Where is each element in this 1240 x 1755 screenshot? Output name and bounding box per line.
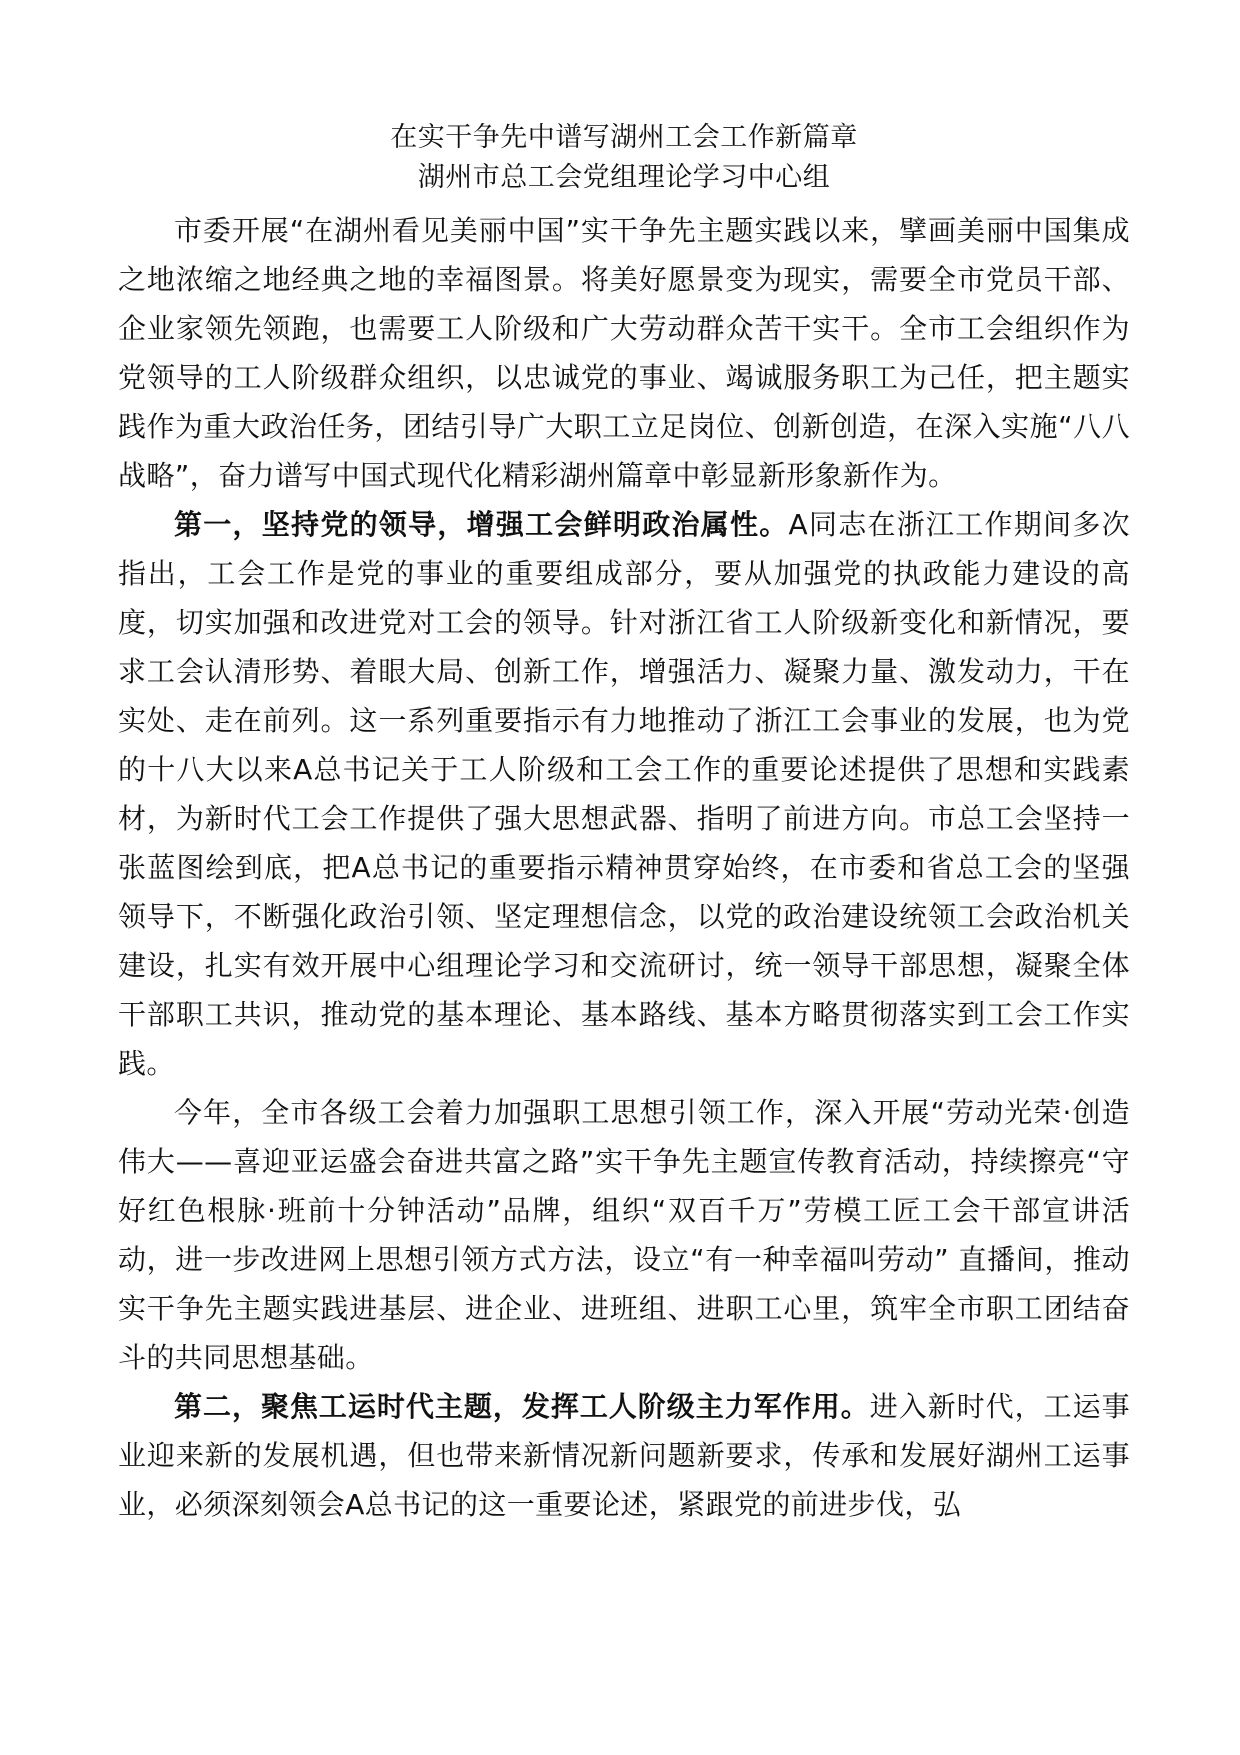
paragraph-1 (118, 206, 1130, 500)
document-author: 湖州市总工会党组理论学习中心组 (417, 162, 831, 193)
paragraph-3 (118, 1088, 1130, 1382)
document-title: 在实干争先中谱写湖州工会工作新篇章 (390, 122, 858, 153)
paragraph-2 (118, 500, 1130, 1088)
paragraph-1-text: 市委开展“在湖州看见美丽中国”实干争先主题实践以来，擘画美丽中国集成之地浓缩之地经典之地的幸福图景。将美好愿景变为现实，需要全市党员干部、企业家领先领跑，也需要工人阶级和广大劳动群众苦干实干。全市工会组织作为党领导的工人阶级群众组织，以忠诚党的事业、竭诚服务职工为己任，把主题实践作为重大政治任务，团结引导广大职工立足岗位、创新创造，在深入实施“八八战略”，奋力谱写中国式现代化精彩湖州篇章中彰显新形象新作为。 (118, 214, 1130, 492)
paragraph-4 (118, 1382, 1130, 1529)
paragraph-3-text: 今年，全市各级工会着力加强职工思想引领工作，深入开展“劳动光荣·创造伟大——喜迎亚运盛会奋进共富之路”实干争先主题宣传教育活动，持续擦亮“守好红色根脉·班前十分钟活动”品牌，组织“双百千万”劳模工匠工会干部宣讲活动，进一步改进网上思想引领方式方法，设立“有一种幸福叫劳动” 直播间，推动实干争先主题实践进基层、进企业、进班组、进职工心里，筑牢全市职工团结奋斗的共同思想基础。 (118, 1096, 1130, 1374)
paragraph-2-text: A同志在浙江工作期间多次指出，工会工作是党的事业的重要组成部分，要从加强党的执政能力建设的高度，切实加强和改进党对工会的领导。针对浙江省工人阶级新变化和新情况，要求工会认清形势、着眼大局、创新工作，增强活力、凝聚力量、激发动力，干在实处、走在前列。这一系列重要指示有力地推动了浙江工会事业的发展，也为党的十八大以来A总书记关于工人阶级和工会工作的重要论述提供了思想和实践素材，为新时代工会工作提供了强大思想武器、指明了前进方向。市总工会坚持一张蓝图绘到底，把A总书记的重要指示精神贯穿始终，在市委和省总工会的坚强领导下，不断强化政治引领、坚定理想信念，以党的政治建设统领工会政治机关建设，扎实有效开展中心组理论学习和交流研讨，统一领导干部思想，凝聚全体干部职工共识，推动党的基本理论、基本路线、基本方略贯彻落实到工会工作实践。 (118, 508, 1130, 1080)
document-page (118, 118, 1130, 1529)
paragraph-2-lead: 第一，坚持党的领导，增强工会鲜明政治属性。 (174, 508, 789, 541)
paragraph-4-text: 进入新时代，工运事业迎来新的发展机遇，但也带来新情况新问题新要求，传承和发展好湖州工运事业，必须深刻领会A总书记的这一重要论述，紧跟党的前进步伐，弘 (118, 1390, 1130, 1521)
paragraph-4-lead: 第二，聚焦工运时代主题，发挥工人阶级主力军作用。 (174, 1390, 870, 1423)
